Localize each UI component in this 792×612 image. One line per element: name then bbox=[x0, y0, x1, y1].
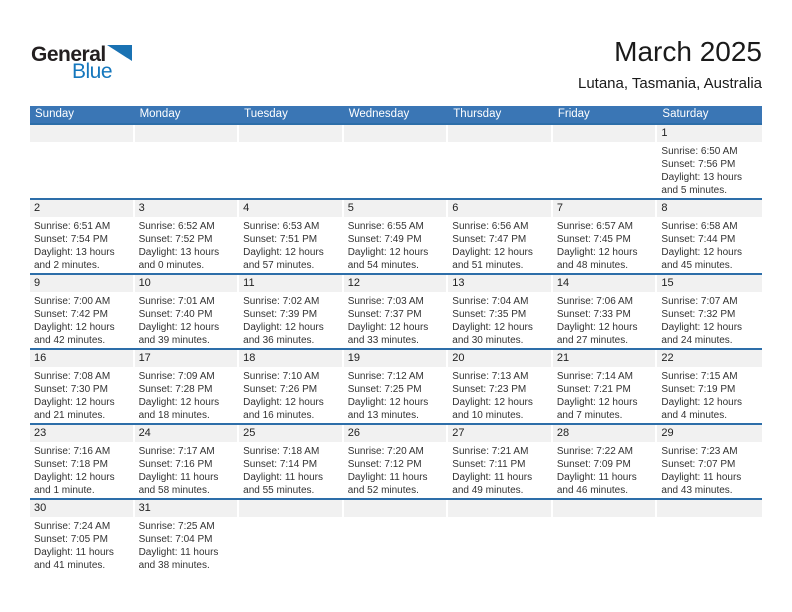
calendar-body bbox=[30, 123, 762, 573]
sunset-text: Sunset: 7:04 PM bbox=[138, 534, 213, 545]
daylight-text: Daylight: 12 hours and 30 minutes. bbox=[452, 322, 533, 346]
sunset-text: Sunset: 7:19 PM bbox=[661, 384, 736, 395]
daylight-text: Daylight: 12 hours and 1 minute. bbox=[34, 472, 115, 496]
empty-day-cell bbox=[239, 500, 344, 573]
day-number: 8 bbox=[657, 200, 762, 217]
day-number: 24 bbox=[135, 425, 238, 442]
sunrise-text: Sunrise: 7:25 AM bbox=[138, 521, 215, 532]
day-number: 23 bbox=[30, 425, 133, 442]
sunrise-text: Sunrise: 7:07 AM bbox=[661, 296, 738, 307]
daylight-text: Daylight: 11 hours and 46 minutes. bbox=[556, 472, 637, 496]
day-cell bbox=[30, 350, 135, 423]
sunset-text: Sunset: 7:33 PM bbox=[556, 309, 631, 320]
sunrise-text: Sunrise: 7:23 AM bbox=[661, 446, 738, 457]
day-details bbox=[135, 217, 240, 272]
day-number: 12 bbox=[344, 275, 447, 292]
day-details bbox=[448, 217, 553, 272]
sunrise-text: Sunrise: 7:13 AM bbox=[452, 371, 529, 382]
daylight-text: Daylight: 13 hours and 0 minutes. bbox=[138, 247, 220, 271]
day-number: 29 bbox=[657, 425, 762, 442]
day-number bbox=[135, 125, 238, 142]
sunset-text: Sunset: 7:51 PM bbox=[243, 234, 318, 245]
day-cell bbox=[239, 275, 344, 348]
logo-text-blue: Blue bbox=[72, 60, 113, 83]
day-details bbox=[135, 367, 240, 422]
day-details bbox=[344, 517, 449, 520]
day-number: 27 bbox=[448, 425, 551, 442]
day-details bbox=[135, 292, 240, 347]
day-cell bbox=[657, 425, 762, 498]
day-details bbox=[30, 517, 135, 572]
day-details bbox=[344, 142, 449, 145]
day-cell bbox=[30, 200, 135, 273]
day-cell bbox=[30, 500, 135, 573]
day-number bbox=[239, 500, 342, 517]
day-details bbox=[344, 367, 449, 422]
day-number: 16 bbox=[30, 350, 133, 367]
day-number: 1 bbox=[657, 125, 762, 142]
daylight-text: Daylight: 12 hours and 48 minutes. bbox=[556, 247, 638, 271]
week-row bbox=[30, 198, 762, 273]
day-cell bbox=[344, 275, 449, 348]
day-number bbox=[344, 500, 447, 517]
sunrise-text: Sunrise: 7:24 AM bbox=[34, 521, 111, 532]
weekday-header-saturday: Saturday bbox=[662, 108, 709, 120]
daylight-text: Daylight: 12 hours and 18 minutes. bbox=[138, 397, 220, 421]
sunset-text: Sunset: 7:39 PM bbox=[243, 309, 318, 320]
daylight-text: Daylight: 12 hours and 36 minutes. bbox=[243, 322, 324, 346]
sunset-text: Sunset: 7:42 PM bbox=[34, 309, 108, 320]
day-details bbox=[448, 142, 553, 145]
day-number: 25 bbox=[239, 425, 342, 442]
sunset-text: Sunset: 7:37 PM bbox=[347, 309, 422, 320]
day-details bbox=[344, 217, 449, 272]
daylight-text: Daylight: 12 hours and 16 minutes. bbox=[243, 397, 324, 421]
sunrise-text: Sunrise: 7:18 AM bbox=[243, 446, 320, 457]
daylight-text: Daylight: 11 hours and 41 minutes. bbox=[34, 547, 114, 571]
sunrise-text: Sunrise: 7:17 AM bbox=[138, 446, 215, 457]
sunrise-text: Sunrise: 7:16 AM bbox=[34, 446, 111, 457]
general-blue-logo bbox=[31, 44, 132, 82]
daylight-text: Daylight: 12 hours and 7 minutes. bbox=[556, 397, 638, 421]
daylight-text: Daylight: 11 hours and 49 minutes. bbox=[452, 472, 533, 496]
empty-day-cell bbox=[448, 500, 553, 573]
day-details bbox=[553, 292, 658, 347]
empty-day-cell bbox=[553, 500, 658, 573]
day-details bbox=[239, 142, 344, 145]
day-number: 6 bbox=[448, 200, 551, 217]
sunset-text: Sunset: 7:28 PM bbox=[138, 384, 213, 395]
day-details bbox=[553, 142, 658, 145]
day-details bbox=[448, 367, 553, 422]
day-cell bbox=[135, 275, 240, 348]
day-details bbox=[30, 217, 135, 272]
sunrise-text: Sunrise: 7:08 AM bbox=[34, 371, 111, 382]
day-number: 19 bbox=[344, 350, 447, 367]
day-details bbox=[239, 292, 344, 347]
sunrise-text: Sunrise: 6:57 AM bbox=[556, 221, 633, 232]
sunrise-text: Sunrise: 7:06 AM bbox=[556, 296, 633, 307]
day-cell bbox=[30, 275, 135, 348]
day-details bbox=[239, 442, 344, 497]
day-details bbox=[30, 442, 135, 497]
day-details bbox=[239, 517, 344, 520]
day-number bbox=[239, 125, 342, 142]
sunset-text: Sunset: 7:09 PM bbox=[556, 459, 631, 470]
sunrise-text: Sunrise: 7:22 AM bbox=[556, 446, 633, 457]
sunrise-text: Sunrise: 7:02 AM bbox=[243, 296, 320, 307]
week-row bbox=[30, 123, 762, 198]
day-cell bbox=[448, 275, 553, 348]
sunrise-text: Sunrise: 6:55 AM bbox=[347, 221, 424, 232]
daylight-text: Daylight: 12 hours and 24 minutes. bbox=[661, 322, 743, 346]
day-details bbox=[657, 442, 762, 497]
day-cell bbox=[448, 425, 553, 498]
sunset-text: Sunset: 7:23 PM bbox=[452, 384, 527, 395]
day-number: 5 bbox=[344, 200, 447, 217]
day-number: 14 bbox=[553, 275, 656, 292]
sunrise-text: Sunrise: 6:51 AM bbox=[34, 221, 111, 232]
sunset-text: Sunset: 7:49 PM bbox=[347, 234, 422, 245]
weekday-header-thursday: Thursday bbox=[453, 108, 502, 120]
day-details bbox=[239, 217, 344, 272]
daylight-text: Daylight: 11 hours and 58 minutes. bbox=[138, 472, 219, 496]
day-cell bbox=[448, 350, 553, 423]
day-details bbox=[553, 517, 658, 520]
daylight-text: Daylight: 13 hours and 5 minutes. bbox=[661, 172, 743, 196]
sunset-text: Sunset: 7:05 PM bbox=[34, 534, 108, 545]
daylight-text: Daylight: 12 hours and 4 minutes. bbox=[661, 397, 743, 421]
sunset-text: Sunset: 7:21 PM bbox=[556, 384, 631, 395]
daylight-text: Daylight: 11 hours and 55 minutes. bbox=[243, 472, 323, 496]
page-subtitle: Lutana, Tasmania, Australia bbox=[577, 75, 762, 92]
day-cell bbox=[657, 350, 762, 423]
sunset-text: Sunset: 7:44 PM bbox=[661, 234, 736, 245]
daylight-text: Daylight: 12 hours and 39 minutes. bbox=[138, 322, 220, 346]
empty-day-cell bbox=[448, 125, 553, 198]
day-cell bbox=[135, 500, 240, 573]
day-number: 9 bbox=[30, 275, 133, 292]
day-details bbox=[344, 442, 449, 497]
day-number: 13 bbox=[448, 275, 551, 292]
sunrise-text: Sunrise: 6:52 AM bbox=[138, 221, 215, 232]
day-number bbox=[657, 500, 762, 517]
day-cell bbox=[657, 200, 762, 273]
empty-day-cell bbox=[30, 125, 135, 198]
sunset-text: Sunset: 7:07 PM bbox=[661, 459, 736, 470]
sunrise-text: Sunrise: 7:00 AM bbox=[34, 296, 111, 307]
daylight-text: Daylight: 12 hours and 10 minutes. bbox=[452, 397, 533, 421]
sunrise-text: Sunrise: 6:50 AM bbox=[661, 146, 738, 157]
day-number: 28 bbox=[553, 425, 656, 442]
sunrise-text: Sunrise: 7:04 AM bbox=[452, 296, 529, 307]
day-number: 11 bbox=[239, 275, 342, 292]
empty-day-cell bbox=[553, 125, 658, 198]
sunrise-text: Sunrise: 7:21 AM bbox=[452, 446, 529, 457]
empty-day-cell bbox=[344, 500, 449, 573]
day-number: 31 bbox=[135, 500, 238, 517]
page-header bbox=[0, 0, 792, 106]
day-number: 17 bbox=[135, 350, 238, 367]
day-number: 7 bbox=[553, 200, 656, 217]
weekday-header-friday: Friday bbox=[557, 108, 590, 120]
day-number bbox=[344, 125, 447, 142]
weekday-header-wednesday: Wednesday bbox=[348, 108, 410, 120]
day-number bbox=[553, 125, 656, 142]
day-cell bbox=[239, 200, 344, 273]
sunrise-text: Sunrise: 7:14 AM bbox=[556, 371, 633, 382]
day-cell bbox=[344, 425, 449, 498]
day-number: 21 bbox=[553, 350, 656, 367]
calendar bbox=[30, 106, 762, 573]
empty-day-cell bbox=[344, 125, 449, 198]
sunrise-text: Sunrise: 7:20 AM bbox=[347, 446, 424, 457]
sunset-text: Sunset: 7:11 PM bbox=[452, 459, 526, 470]
day-cell bbox=[553, 350, 658, 423]
daylight-text: Daylight: 12 hours and 45 minutes. bbox=[661, 247, 743, 271]
sunrise-text: Sunrise: 7:01 AM bbox=[138, 296, 215, 307]
sunrise-text: Sunrise: 7:10 AM bbox=[243, 371, 320, 382]
sunset-text: Sunset: 7:47 PM bbox=[452, 234, 527, 245]
sunset-text: Sunset: 7:54 PM bbox=[34, 234, 108, 245]
day-cell bbox=[657, 125, 762, 198]
week-row bbox=[30, 423, 762, 498]
day-details bbox=[553, 442, 658, 497]
day-cell bbox=[135, 350, 240, 423]
empty-day-cell bbox=[657, 500, 762, 573]
day-cell bbox=[344, 350, 449, 423]
sunset-text: Sunset: 7:25 PM bbox=[347, 384, 422, 395]
daylight-text: Daylight: 13 hours and 2 minutes. bbox=[34, 247, 115, 271]
day-details bbox=[553, 367, 658, 422]
title-block bbox=[578, 36, 762, 92]
daylight-text: Daylight: 12 hours and 21 minutes. bbox=[34, 397, 115, 421]
day-details bbox=[448, 442, 553, 497]
sunset-text: Sunset: 7:45 PM bbox=[556, 234, 631, 245]
day-number: 26 bbox=[344, 425, 447, 442]
page-title: March 2025 bbox=[614, 36, 762, 67]
day-details bbox=[30, 142, 135, 145]
sunset-text: Sunset: 7:16 PM bbox=[138, 459, 213, 470]
day-cell bbox=[239, 350, 344, 423]
day-details bbox=[135, 517, 240, 572]
day-details bbox=[239, 367, 344, 422]
sunrise-text: Sunrise: 7:09 AM bbox=[138, 371, 215, 382]
sunset-text: Sunset: 7:30 PM bbox=[34, 384, 108, 395]
day-details bbox=[135, 142, 240, 145]
daylight-text: Daylight: 12 hours and 13 minutes. bbox=[347, 397, 429, 421]
sunset-text: Sunset: 7:18 PM bbox=[34, 459, 108, 470]
daylight-text: Daylight: 12 hours and 42 minutes. bbox=[34, 322, 115, 346]
day-cell bbox=[344, 200, 449, 273]
day-number: 3 bbox=[135, 200, 238, 217]
day-cell bbox=[553, 275, 658, 348]
day-details bbox=[30, 367, 135, 422]
daylight-text: Daylight: 12 hours and 33 minutes. bbox=[347, 322, 429, 346]
day-details bbox=[448, 517, 553, 520]
day-details bbox=[657, 142, 762, 197]
day-cell bbox=[135, 200, 240, 273]
sunrise-text: Sunrise: 7:15 AM bbox=[661, 371, 738, 382]
day-details bbox=[657, 517, 762, 520]
empty-day-cell bbox=[239, 125, 344, 198]
daylight-text: Daylight: 12 hours and 51 minutes. bbox=[452, 247, 533, 271]
day-number: 22 bbox=[657, 350, 762, 367]
week-row bbox=[30, 498, 762, 573]
daylight-text: Daylight: 12 hours and 57 minutes. bbox=[243, 247, 324, 271]
sunset-text: Sunset: 7:12 PM bbox=[347, 459, 422, 470]
day-number bbox=[30, 125, 133, 142]
day-details bbox=[448, 292, 553, 347]
sunrise-text: Sunrise: 6:58 AM bbox=[661, 221, 738, 232]
sunset-text: Sunset: 7:26 PM bbox=[243, 384, 318, 395]
day-number: 4 bbox=[239, 200, 342, 217]
day-cell bbox=[657, 275, 762, 348]
day-cell bbox=[135, 425, 240, 498]
day-details bbox=[135, 442, 240, 497]
day-details bbox=[657, 367, 762, 422]
week-row bbox=[30, 273, 762, 348]
sunrise-text: Sunrise: 7:03 AM bbox=[347, 296, 424, 307]
day-details bbox=[344, 292, 449, 347]
day-cell bbox=[448, 200, 553, 273]
day-number: 10 bbox=[135, 275, 238, 292]
weekday-row bbox=[30, 106, 762, 123]
sunset-text: Sunset: 7:40 PM bbox=[138, 309, 213, 320]
day-cell bbox=[553, 425, 658, 498]
day-cell bbox=[239, 425, 344, 498]
day-cell bbox=[30, 425, 135, 498]
day-details bbox=[657, 292, 762, 347]
day-cell bbox=[553, 200, 658, 273]
sunset-text: Sunset: 7:14 PM bbox=[243, 459, 318, 470]
day-number bbox=[448, 125, 551, 142]
daylight-text: Daylight: 11 hours and 38 minutes. bbox=[138, 547, 219, 571]
day-details bbox=[657, 217, 762, 272]
logo-text-general: General bbox=[31, 43, 106, 66]
daylight-text: Daylight: 12 hours and 27 minutes. bbox=[556, 322, 638, 346]
sunrise-text: Sunrise: 6:53 AM bbox=[243, 221, 320, 232]
day-number: 30 bbox=[30, 500, 133, 517]
day-details bbox=[30, 292, 135, 347]
logo-triangle-icon bbox=[107, 45, 132, 61]
sunset-text: Sunset: 7:56 PM bbox=[661, 159, 736, 170]
day-details bbox=[553, 217, 658, 272]
day-number: 2 bbox=[30, 200, 133, 217]
weekday-header-sunday: Sunday bbox=[35, 108, 75, 120]
weekday-header-tuesday: Tuesday bbox=[244, 108, 288, 120]
day-number bbox=[448, 500, 551, 517]
day-number bbox=[553, 500, 656, 517]
daylight-text: Daylight: 11 hours and 52 minutes. bbox=[347, 472, 428, 496]
week-row bbox=[30, 348, 762, 423]
sunset-text: Sunset: 7:35 PM bbox=[452, 309, 527, 320]
sunset-text: Sunset: 7:52 PM bbox=[138, 234, 213, 245]
day-number: 15 bbox=[657, 275, 762, 292]
sunrise-text: Sunrise: 7:12 AM bbox=[347, 371, 424, 382]
daylight-text: Daylight: 11 hours and 43 minutes. bbox=[661, 472, 742, 496]
weekday-header-monday: Monday bbox=[139, 108, 181, 120]
day-number: 18 bbox=[239, 350, 342, 367]
daylight-text: Daylight: 12 hours and 54 minutes. bbox=[347, 247, 429, 271]
empty-day-cell bbox=[135, 125, 240, 198]
sunrise-text: Sunrise: 6:56 AM bbox=[452, 221, 529, 232]
sunset-text: Sunset: 7:32 PM bbox=[661, 309, 736, 320]
day-number: 20 bbox=[448, 350, 551, 367]
